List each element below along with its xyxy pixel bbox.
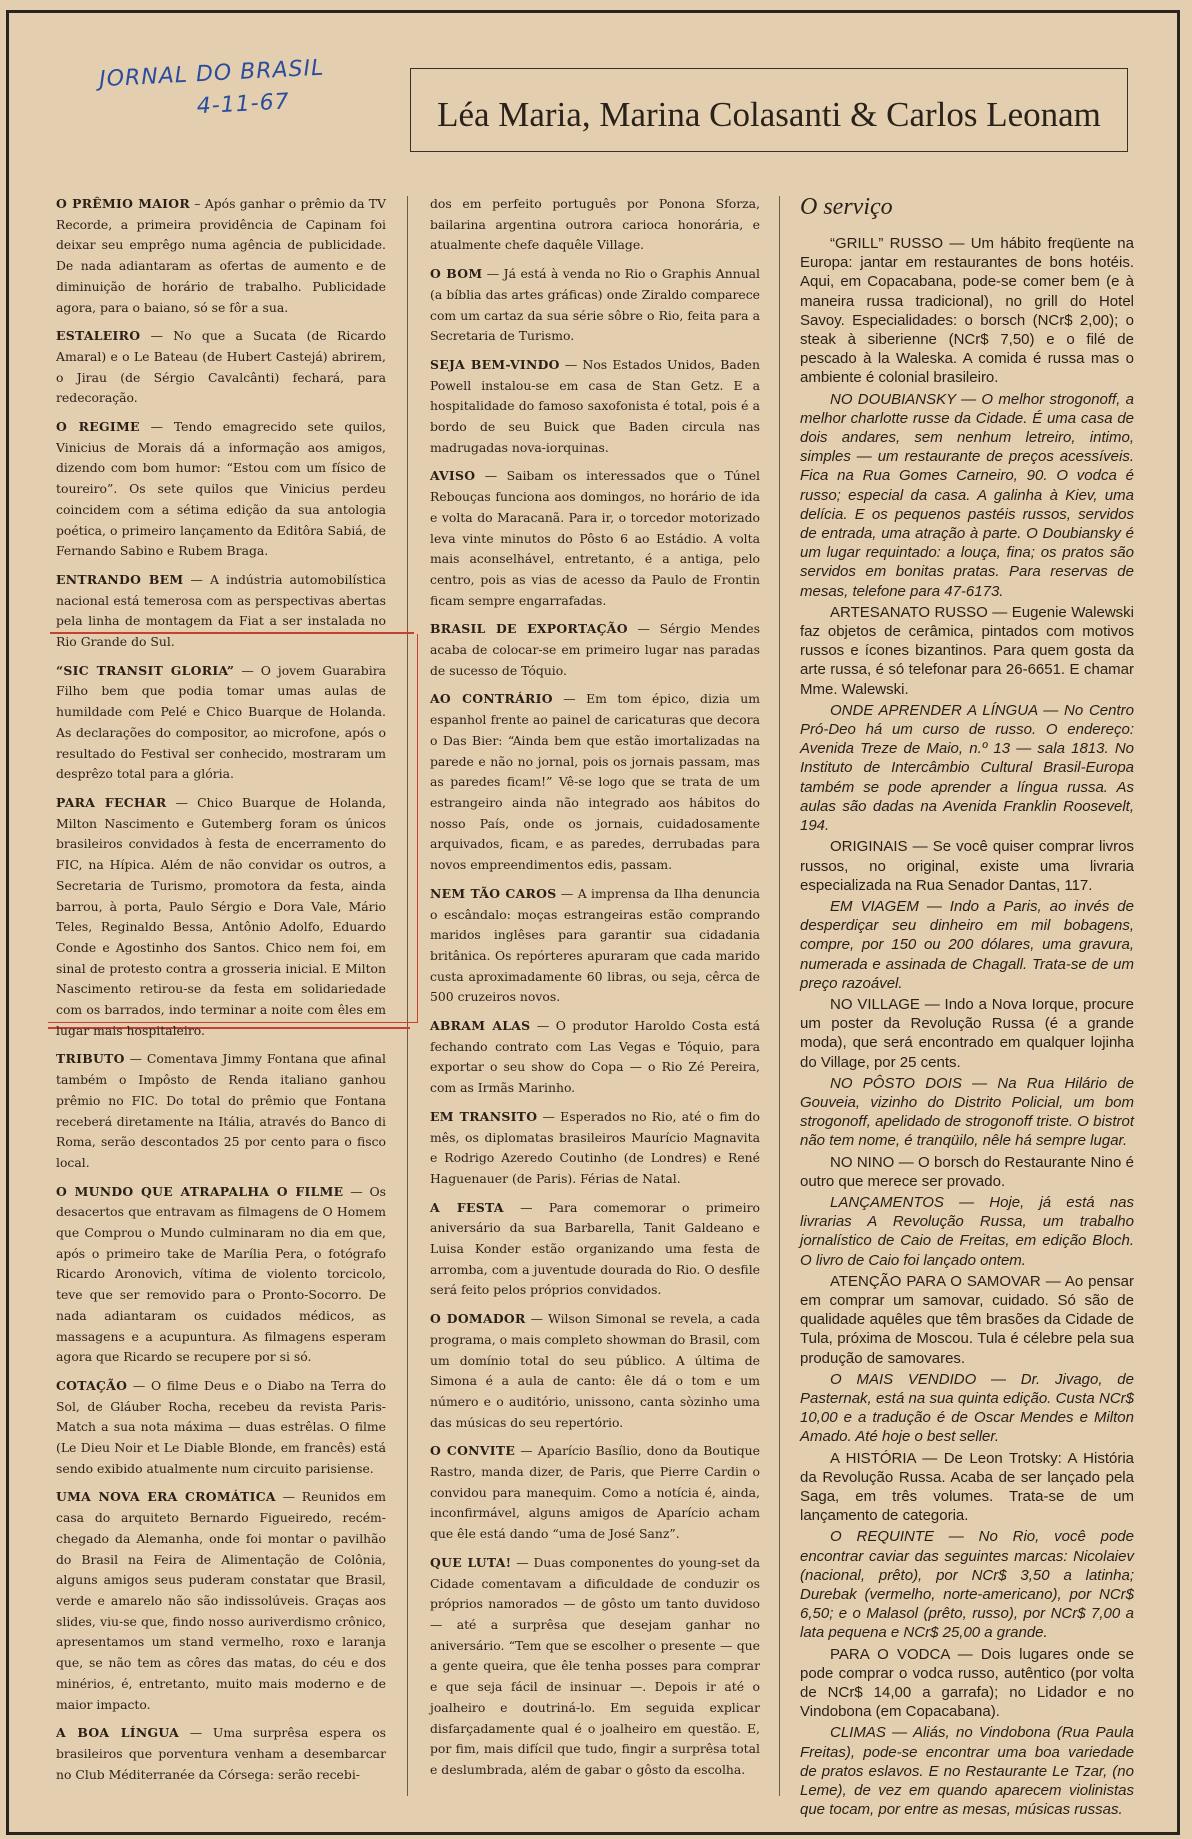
news-item xyxy=(56,194,386,318)
news-item-heading: BRASIL DE EXPORTAÇÃO xyxy=(430,621,628,637)
news-item-text: — O jovem Guarabira Filho bem que podia tomar umas aulas de humildade com Pelé e Chico Buarque de Holanda. As declarações do compositor, ao microfone, após o resultado do Festival ser conhecido, mostraram um desprêzo total para a glória. xyxy=(56,662,387,782)
news-item-text: — Saibam os interessados que o Túnel Rebouças funciona aos domingos, no horário de ida e volta do Maracanã. Para ir, o torcedor motorizado leva vinte minutos do Pôsto 6 ao Estádio. A volta mais aconselhável, entretanto, é a antiga, pelo centro, pois as vias de acesso da Paulo de Frontin ficam sempre engarrafadas. xyxy=(430,468,760,608)
news-item-text: — O filme Deus e o Diabo na Terra do Sol, de Gláuber Rocha, recebeu da revista Paris-Match a sua nota máxima — duas estrêlas. O filme (Le Dieu Noir et Le Diable Blonde, em francês) está sendo exibido atualmente num circuito parisiense. xyxy=(56,1377,386,1476)
news-item-text: — Nos Estados Unidos, Baden Powell instalou-se em casa de Stan Getz. E a hospitalidade do famoso saxofonista é total, pois é a bordo de seu Buick que Baden circula nas madrugadas nova-iorquinas. xyxy=(430,356,761,455)
news-item-text: – Após ganhar o prêmio da TV Recorde, a primeira providência de Capinam foi deixar seu emprêgo numa agência de publicidade. De nada adiantaram as ofertas de aumento e de diminuição de horário de trabalho. Publicidade agora, para o baiano, só se fôr a sua. xyxy=(56,196,387,315)
news-item-text: — Aparício Basílio, dono da Boutique Rastro, manda dizer, de Paris, que Pierre Cardin o convidou para manequim. Como a notícia é, ainda, inconfirmável, alguns amigos de Aparício acham que êle está dando “uma de José Sanz”. xyxy=(430,1443,760,1542)
news-item xyxy=(56,1049,386,1173)
news-item-text: — Wilson Simonal se revela, a cada programa, o mais completo showman do Brasil, com um domínio total do seu público. A última de Simona é a aula de canto: êle dá o tom e um número e o auditório, unissono, canta sòzinho uma das músicas do seu repertório. xyxy=(430,1311,761,1430)
news-item xyxy=(56,326,386,409)
news-item xyxy=(430,1309,760,1433)
service-item: ATENÇÃO PARA O SAMOVAR — Ao pensar em comprar um samovar, cuidado. Só são de qualidade aquêles que têm brasões da Cidade de Tula, próxima de Moscou. Tula é célebre pela sua produção de samovares. xyxy=(800,1272,1134,1367)
news-item-heading: EM TRANSITO xyxy=(430,1108,538,1124)
news-item-heading: O MUNDO QUE ATRAPALHA O FILME xyxy=(56,1183,344,1199)
news-item-heading: A BOA LÍNGUA xyxy=(56,1725,180,1741)
news-item xyxy=(430,884,760,1008)
news-item xyxy=(56,1376,386,1480)
news-item-heading: O PRÊMIO MAIOR xyxy=(56,196,190,211)
news-item-text: — Uma surprêsa espera os brasileiros que porventura venham a desembarcar no Club Méditerranée da Córsega: serão recebi- xyxy=(56,1725,387,1782)
news-item xyxy=(430,1016,760,1099)
news-item-heading: NEM TÃO CAROS xyxy=(430,885,557,901)
service-item: ONDE APRENDER A LÍNGUA — No Centro Pró-Deo há um curso de russo. O endereço: Avenida Treze de Maio, n.º 13 — sala 1813. No Instituto de Intercâmbio Cultural Brasil-Europa também se pode aprender a língua russa. As aulas são dadas na Avenida Franklin Roosevelt, 194. xyxy=(800,701,1134,835)
news-item-text: — Sérgio Mendes acaba de colocar-se em primeiro lugar nas paradas de sucesso de Tóquio. xyxy=(430,621,760,678)
news-item-heading: O REGIME xyxy=(56,419,140,435)
news-item xyxy=(430,689,760,875)
news-item-text: — Em tom épico, dizia um espanhol frente ao painel de caricaturas que decora o Das Bier: “Ainda bem que estão imortalizadas na parede e não no jornal, pois os jornais passam, mas as paredes ficam!” Vê-se logo que se trata de um estrangeiro ainda não integrado aos hábitos do nosso País, onde os jornais, cuidadosamente arquivados, ficam, e as paredes, derrubadas para novos empreendimentos edis, passam. xyxy=(430,691,760,873)
news-item-heading: ABRAM ALAS xyxy=(430,1018,531,1034)
byline: Léa Maria, Marina Colasanti & Carlos Leonam xyxy=(437,95,1101,134)
service-item: CLIMAS — Aliás, no Vindobona (Rua Paula Freitas), pode-se encontrar uma boa variedade de pratos eslavos. E no Restaurante Le Tzar, (no Leme), de vez em quando aparecem violinistas que tocam, por entre as mesas, músicas russas. xyxy=(800,1724,1134,1819)
service-item: O MAIS VENDIDO — Dr. Jivago, de Pasternak, está na sua quinta edição. Custa NCr$ 10,00 e a tradução é de Oscar Mendes e Milton Amado. Até hoje o best seller. xyxy=(800,1370,1134,1446)
news-item-text: — Tendo emagrecido sete quilos, Vinicius de Morais dá a informação aos amigos, dizendo com bom humor: “Estou com um físico de toureiro”. Os sete quilos que Vinicius perdeu coincidem com a sétima edição da sua antologia poética, o primeiro lançamento da Editôra Sabiá, de Fernando Sabino e Rubem Braga. xyxy=(56,419,386,559)
news-item-text: — A imprensa da Ilha denuncia o escândalo: moças estrangeiras estão comprando maridos inglêses para garantir sua cidadania britânica. Os repórteres apuraram que cada marido custa aproximadamente 60 libras, ou seja, cêrca de 500 cruzeiros novos. xyxy=(430,885,760,1005)
news-item-heading: AO CONTRÁRIO xyxy=(430,691,553,707)
service-item: NO PÔSTO DOIS — Na Rua Hilário de Gouveia, vizinho do Distrito Policial, um bom strogonoff, apelidado de strogonoff triste. O bistrot não tem nome, é tranqüilo, nêle há sempre lugar. xyxy=(800,1074,1134,1150)
news-item xyxy=(56,661,386,785)
news-item xyxy=(56,1487,386,1715)
news-item xyxy=(430,466,760,611)
news-item xyxy=(56,570,386,653)
service-item: ORIGINAIS — Se você quiser comprar livros russos, no original, existe uma livraria especializada na Rua Senador Dantas, 117. xyxy=(800,838,1134,894)
news-item-heading: QUE LUTA! xyxy=(430,1554,512,1570)
news-item xyxy=(430,194,760,256)
news-item-heading: O CONVITE xyxy=(430,1443,516,1459)
news-item xyxy=(430,1553,760,1781)
news-item xyxy=(430,1107,760,1190)
service-item: NO VILLAGE — Indo a Nova Iorque, procure um poster da Revolução Russa (é a grande moda), que será encontrado em qualquer lojinha do Village, por 25 cents. xyxy=(800,995,1134,1071)
service-item: A HISTÓRIA — De Leon Trotsky: A História da Revolução Russa. Acaba de ser lançado pela Saga, em três volumes. Trata-se de um lançamento de categoria. xyxy=(800,1449,1134,1525)
news-item-text: — Já está à venda no Rio o Graphis Annual (a bíblia das artes gráficas) onde Ziraldo comparece com um cartaz da sua série sôbre o Rio, feita para a Secretaria de Turismo. xyxy=(430,266,760,344)
news-item-text: — Os desacertos que entravam as filmagens de O Homem que Comprou o Mundo culminaram no dia em que, após o primeiro take de Marília Pera, o fotógrafo Ricardo Aronovich, vítima de violento torcicolo, teve que ser removido para o Pronto-Socorro. De nada adiantaram os cuidados médicos, as massagens e a acupuntura. As filmagens esperam agora que Ricardo se recupere por si só. xyxy=(56,1183,386,1365)
byline-box xyxy=(410,68,1128,152)
news-item-heading: A FESTA xyxy=(430,1199,504,1215)
service-item: PARA O VODCA — Dois lugares onde se pode comprar o vodca russo, autêntico (por volta de NCr$ 14,00 a garrafa); no Lidador e no Vindobona (em Copacabana). xyxy=(800,1645,1134,1721)
news-item-heading: UMA NOVA ERA CROMÁTICA xyxy=(56,1489,276,1505)
news-item-text: — Chico Buarque de Holanda, Milton Nascimento e Gutemberg foram os únicos brasileiros convidados à festa de encerramento do FIC, na Hípica. Além de não convidar os outros, a Secretaria de Turismo, promotora da festa, ainda barrou, à porta, Paulo Sérgio e Dora Vale, Mário Teles, Reginaldo Bessa, Antônio Adolfo, Eduardo Conde e Agostinho dos Santos. Chico nem foi, em sinal de protesto contra a grosseria inicial. E Milton Nascimento retirou-se da festa em solidariedade com os barrados, indo terminar a noite com êles em lugar mais hospitaleiro. xyxy=(56,794,386,1038)
news-item-heading: ENTRANDO BEM xyxy=(56,571,184,587)
column-left xyxy=(56,194,386,1798)
handwritten-date: 4-11-67 xyxy=(196,89,291,120)
news-item xyxy=(430,355,760,459)
service-item: EM VIAGEM — Indo a Paris, ao invés de desperdiçar seu dinheiro em mil bobagens, compre, por 150 ou 200 dólares, uma gravura, numerada e assinada de Chagall. Trata-se de um preço razoável. xyxy=(800,897,1134,992)
news-item xyxy=(430,1198,760,1302)
news-item-heading: O BOM xyxy=(430,266,483,282)
news-item-text: — A indústria automobilística nacional está temerosa com as perspectivas abertas pela linha de montagem da Fiat a ser instalada no Rio Grande do Sul. xyxy=(56,571,387,650)
news-item-text: — Reunidos em casa do arquiteto Bernardo Figueiredo, recém-chegado da Alemanha, onde foi montar o pavilhão do Brasil na Feira de Alimentação de Colônia, alguns amigos seus puderam constatar que Brasil, verde e amarelo não são indissolúveis. Graças aos slides, viu-se que, findo nosso auriverdismo crônico, apresentamos um stand vermelho, roxo e laranja que, se não tem as côres das matas, do céu e dos minérios, é, entretanto, muito mais moderno e de maior impacto. xyxy=(56,1489,387,1712)
news-item xyxy=(430,619,760,681)
service-item: LANÇAMENTOS — Hoje, já está nas livrarias A Revolução Russa, um trabalho jornalístico de Caio de Freitas, em edição Bloch. O livro de Caio foi lançado ontem. xyxy=(800,1193,1134,1269)
news-item xyxy=(56,417,386,562)
news-item xyxy=(56,793,386,1041)
service-item: NO NINO — O borsch do Restaurante Nino é outro que merece ser provado. xyxy=(800,1153,1134,1190)
news-item-heading: PARA FECHAR xyxy=(56,794,167,810)
column-divider xyxy=(779,196,780,1796)
news-item-heading: “SIC TRANSIT GLORIA” xyxy=(56,662,235,678)
news-item-text: — Comentava Jimmy Fontana que afinal também o Impôsto de Renda italiano ganhou prêmio no FIC. Do total do prêmio que Fontana receberá diretamente na Itália, através do Banco di Roma, serão descontados 25 por cento para o fisco local. xyxy=(56,1051,386,1170)
news-item-heading: AVISO xyxy=(430,468,476,484)
news-item xyxy=(56,1182,386,1368)
news-item-heading: O DOMADOR xyxy=(430,1311,526,1327)
news-item-heading: SEJA BEM-VINDO xyxy=(430,356,560,372)
column-middle xyxy=(430,194,760,1798)
news-item-text: — O produtor Haroldo Costa está fechando contrato com Las Vegas e Tóquio, para exportar o seu show do Copa — o Rio Zé Pereira, com as Irmãs Marinho. xyxy=(430,1018,760,1096)
section-title: O serviço xyxy=(800,194,893,220)
news-item-text: — No que a Sucata (de Ricardo Amaral) e o Le Bateau (de Hubert Castejá) abrirem, o Jirau (de Sérgio Cavalcânti) fechará, para redecoração. xyxy=(56,328,386,406)
news-item-heading: COTAÇÃO xyxy=(56,1377,128,1393)
news-item-text: — Duas componentes do young-set da Cidade comentavam a dificuldade de conduzir os próprios namorados — de gôsto um tanto duvidoso — até a surprêsa que desejam ganhar no aniversário. “Tem que se escolher o presente — que a gente queira, que êle tenha posses para comprar e que seja fácil de insinuar —. Depois ir até o joalheiro e doutriná-lo. Em seguida explicar disfarçadamente qual é o joalheiro em questão. E, por fim, mais difícil que tudo, fingir a surprêsa total e deslumbrada, além de gabar o gôsto da escolha. xyxy=(430,1554,760,1777)
news-item xyxy=(56,1723,386,1785)
service-item: O REQUINTE — No Rio, você pode encontrar caviar das seguintes marcas: Nicolaiev (nacional, prêto), por NCr$ 3,50 a latinha; Durebak (vermelho, norte-americano), por NCr$ 6,50; e o Malasol (prêto, russo), por NCr$ 7,00 a lata pequena e NCr$ 25,00 a grande. xyxy=(800,1528,1134,1642)
handwritten-annotation xyxy=(98,52,341,128)
service-item: NO DOUBIANSKY — O melhor strogonoff, a melhor charlotte russe da Cidade. É uma casa de dois andares, sem nenhum letreiro, intimo, simples — um restaurante de preços acessíveis. Fica na Rua Gomes Carneiro, 90. O vodca é russo; especial da casa. A galinha à Kiev, uma delícia. E os pequenos pastéis russos, servidos de entrada, uma atração à parte. O Doubiansky é um lugar requintado: a louça, fina; os pratos são servidos em bonitas pratas. Para reservas de mesas, telefone para 47-6173. xyxy=(800,390,1134,600)
handwritten-source: JORNAL DO BRASIL xyxy=(98,55,325,93)
news-item-text: dos em perfeito português por Ponona Sforza, bailarina argentina outrora carioca honorária, e atualmente chefe daquêle Village. xyxy=(430,196,760,253)
news-item-text: — Esperados no Rio, até o fim do mês, os diplomatas brasileiros Maurício Magnavita e Rodrigo Azeredo Coutinho (de Londres) e René Haguenauer (de Paris). Férias de Natal. xyxy=(430,1108,760,1186)
news-item-text: — Para comemorar o primeiro aniversário da sua Barbarella, Tanit Galdeano e Luisa Konder estão organizando uma festa de arromba, com a juventude dourada do Rio. O desfile será feito pelos próprios convidados. xyxy=(430,1199,760,1298)
news-item xyxy=(430,1441,760,1545)
service-item: “GRILL” RUSSO — Um hábito freqüente na Europa: jantar em restaurantes de bons hotéis. Aqui, em Copacabana, pode-se comer bem (e à maneira russa tradicional), no grill do Hotel Savoy. Especialidades: o borsch (NCr$ 2,00); o steak à siberienne (NCr$ 7,50) e o filé de pescado à la Waleska. A comida é russa mas o ambiente é colonial brasileiro. xyxy=(800,235,1134,387)
news-item-heading: TRIBUTO xyxy=(56,1051,125,1067)
service-item: ARTESANATO RUSSO — Eugenie Walewski faz objetos de cerâmica, pintados com motivos russos e ícones bizantinos. Para quem gosta da arte russa, é só telefonar para 26-6651. E chamar Mme. Walewski. xyxy=(800,603,1134,698)
column-right xyxy=(800,192,1134,1819)
news-item-heading: ESTALEIRO xyxy=(56,328,141,344)
news-item xyxy=(430,264,760,347)
